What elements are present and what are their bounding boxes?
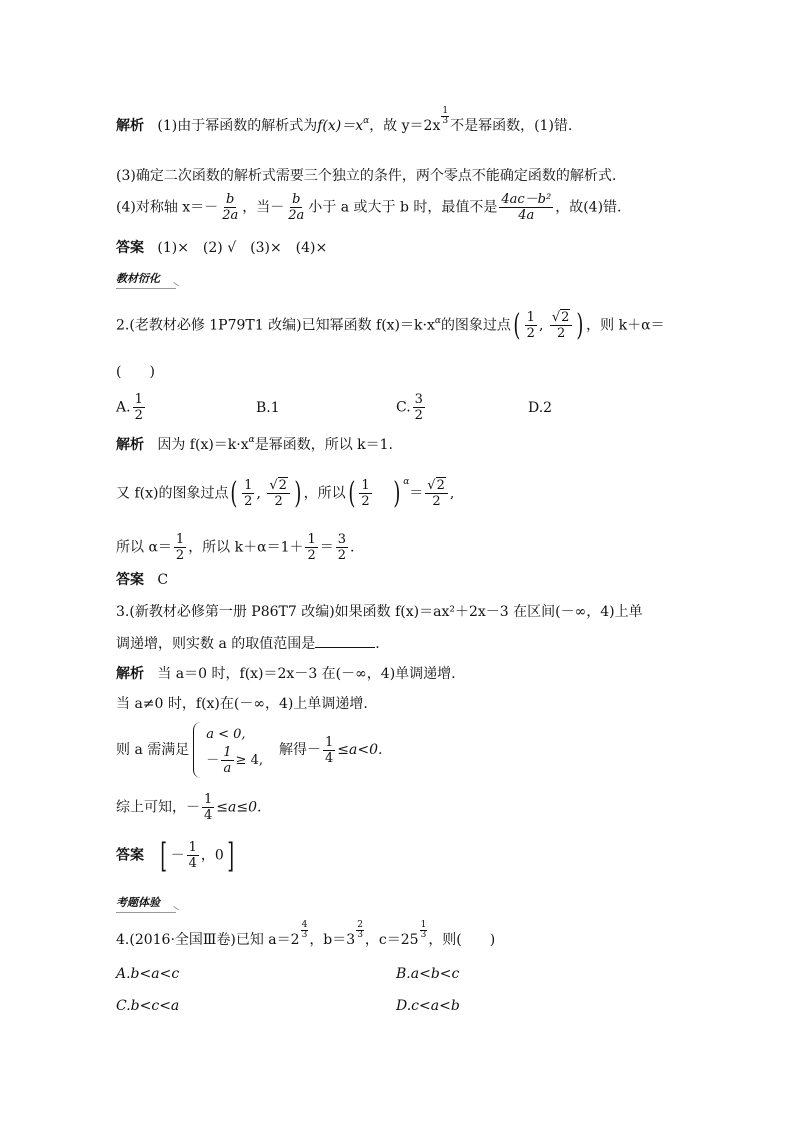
q2-sol-l3c: ＝ bbox=[319, 539, 334, 556]
fraction-b-over-2a: $\frac{b}{2a}$ bbox=[222, 192, 239, 223]
q2-answer-line bbox=[116, 570, 168, 590]
q2-sol-l1: 因为 f(x)＝k·x bbox=[157, 437, 249, 453]
q3-answer-value: ，0 bbox=[200, 847, 224, 864]
q2-sol-l1b: 是幂函数，所以 k＝1. bbox=[254, 437, 394, 453]
q3-sol-l4a: 综上可知，－ bbox=[116, 799, 200, 816]
q3-solution-line-3: 则 a 需满足 a < 0, － $\frac{1}{a}$ ≥ 4, 解得－ $\frac{1}{4}$ ≤a<0. bbox=[116, 722, 382, 778]
q3-solution-line-2: 当 a≠0 时，f(x)在(－∞，4)上单调递增. bbox=[116, 696, 368, 712]
q3-sol-l3b: 解得－ bbox=[278, 742, 321, 758]
analysis-1-mid: ，故 y＝2x bbox=[369, 118, 441, 134]
analysis-4-line bbox=[116, 192, 621, 223]
analysis-4-text-a: (4)对称轴 x＝－ bbox=[116, 199, 219, 216]
answer-1-line bbox=[116, 238, 327, 258]
q3-solution-line-4: 综上可知，－ $\frac{1}{4}$ ≤a≤0. bbox=[116, 792, 262, 823]
q3-text-b: 调递增，则实数 a 的取值范围是 bbox=[116, 636, 316, 652]
q2-alpha: α bbox=[434, 315, 441, 326]
answer-label: 答案 bbox=[116, 240, 144, 256]
q3-sol-l3a: 则 a 需满足 bbox=[116, 742, 190, 758]
q4-option-b[interactable]: B.a<b<c bbox=[396, 966, 460, 982]
q2-point-x: $\frac{1}{2}$ bbox=[526, 310, 535, 341]
q3-text-end: . bbox=[375, 636, 380, 652]
question-3-stem-2 bbox=[116, 633, 380, 654]
q2-analysis-label: 解析 bbox=[116, 437, 144, 453]
q3-solution-line-1 bbox=[116, 664, 456, 684]
q2-solution-line-1 bbox=[116, 435, 393, 457]
analysis-3-line: (3)确定二次函数的解析式需要三个独立的条件，两个零点不能确定函数的解析式. bbox=[116, 168, 617, 184]
exponent-fraction: $\frac{1}{3}$ bbox=[442, 105, 449, 126]
q2-sol-l2b: ，所以 bbox=[303, 485, 346, 502]
q3-inequality-system: a < 0, － $\frac{1}{a}$ ≥ 4, bbox=[206, 726, 263, 776]
q4-option-d[interactable]: D.c<a<b bbox=[396, 998, 460, 1014]
q2-answer-paren: ( ) bbox=[116, 364, 155, 380]
question-2-stem: 2.(老教材必修 1P79T1 改编)已知幂函数 $f(x)=k\cdot x^\alpha$的图象过点( $\frac{1}{2}$ , $\frac{√2}{2}$ ) ，则 k＋α＝ bbox=[116, 307, 665, 343]
q2-option-d[interactable]: D.2 bbox=[528, 400, 553, 416]
analysis-4-text-d: ，故(4)错. bbox=[555, 199, 622, 216]
analysis-1-end: 不是幂函数，(1)错. bbox=[450, 118, 573, 134]
q4-option-a[interactable]: A.b<a<c bbox=[116, 966, 180, 982]
q2-solution-line-3: 所以 α＝ $\frac{1}{2}$ ，所以 k＋α＝1＋ $\frac{1}{2}$ ＝ $\frac{3}{2}$ . bbox=[116, 532, 355, 563]
answer-1-text: (1)× (2) √ (3)× (4)× bbox=[157, 240, 328, 256]
q2-answer-value: C bbox=[157, 572, 169, 588]
analysis-1-text: (1)由于幂函数的解析式为 bbox=[157, 118, 318, 134]
question-4-stem: 4.(2016·全国Ⅲ卷)已知 a＝2 $\frac{4}{3}$ ，b＝3 $\frac{2}{3}$ ，c＝25 $\frac{1}{3}$ ，则( ) bbox=[116, 919, 496, 948]
q4-text-d: ，则( ) bbox=[428, 932, 496, 948]
analysis-label: 解析 bbox=[116, 118, 144, 134]
q3-answer-blank[interactable] bbox=[315, 633, 375, 648]
q4-text-a: 4.(2016·全国Ⅲ卷)已知 a＝2 bbox=[116, 932, 300, 948]
q2-text-a: 2.(老教材必修 1P79T1 改编)已知幂函数 f(x)＝k·x bbox=[116, 317, 435, 334]
section-tag-exam: 考题体验 bbox=[116, 894, 160, 910]
q3-sol-l3c: ≤a<0. bbox=[337, 742, 383, 758]
q2-sol-l2a: 又 f(x)的图象过点 bbox=[116, 485, 229, 502]
analysis-4-text-c: 小于 a 或大于 b 时，最值不是 bbox=[308, 199, 498, 216]
q2-option-c[interactable]: C. $\frac{3}{2}$ bbox=[396, 392, 423, 423]
q2-sol-l3a: 所以 α＝ bbox=[116, 539, 172, 556]
q2-sol-l3d: . bbox=[350, 539, 355, 556]
q2-sol-l2-alpha: α bbox=[403, 476, 410, 487]
q3-answer-line: 答案 [ － $\frac{1}{4}$ ，0] bbox=[116, 835, 234, 876]
q2-answer-label: 答案 bbox=[116, 572, 144, 588]
analysis-4-text-b: ，当－ bbox=[242, 199, 285, 216]
q2-point-y: $\frac{√2}{2}$ bbox=[550, 310, 573, 341]
fraction-b-over-2a-2: $\frac{b}{2a}$ bbox=[288, 192, 305, 223]
q4-text-b: ，b＝3 bbox=[309, 932, 356, 948]
q4-option-c[interactable]: C.b<c<a bbox=[116, 998, 180, 1014]
power-function-expr: f(x)＝x bbox=[317, 118, 364, 134]
fraction-extreme-value: $\frac{\text{4ac－b²}}{4a}$ bbox=[501, 192, 552, 223]
q2-option-a[interactable]: A. $\frac{1}{2}$ bbox=[116, 392, 143, 423]
section-tag-textbook: 教材衍化 bbox=[116, 270, 160, 286]
q2-option-b[interactable]: B.1 bbox=[256, 400, 280, 416]
q2-text-c: ，则 k＋α＝ bbox=[586, 317, 665, 334]
q3-sol-l4b: ≤a≤0. bbox=[216, 799, 262, 816]
q3-analysis-label: 解析 bbox=[116, 666, 144, 682]
analysis-1-line bbox=[116, 105, 573, 138]
q2-sol-l3b: ，所以 k＋α＝1＋ bbox=[188, 539, 304, 556]
q4-text-c: ，c＝25 bbox=[364, 932, 419, 948]
q3-sol-l1: 当 a＝0 时，f(x)＝2x－3 在(－∞，4)单调递增. bbox=[157, 666, 456, 682]
q2-sol-l2c: ＝ bbox=[409, 485, 424, 502]
q2-text-b: 的图象过点 bbox=[440, 317, 511, 334]
q2-solution-line-2: 又 f(x)的图象过点( $\frac{1}{2}$ , $\frac{√2}{2}$ ) ，所以( $\frac{1}{2}$ ) $^\alpha$＝ $\frac{√2}{2}$ , bbox=[116, 475, 455, 511]
q3-answer-label: 答案 bbox=[116, 847, 144, 864]
q2-sol-alpha: α bbox=[248, 435, 255, 445]
question-3-stem-1: 3.(新教材必修第一册 P86T7 改编)如果函数 f(x)＝ax²＋2x－3 在区间(－∞，4)上单 bbox=[116, 604, 643, 620]
alpha-exponent: α bbox=[363, 116, 370, 126]
